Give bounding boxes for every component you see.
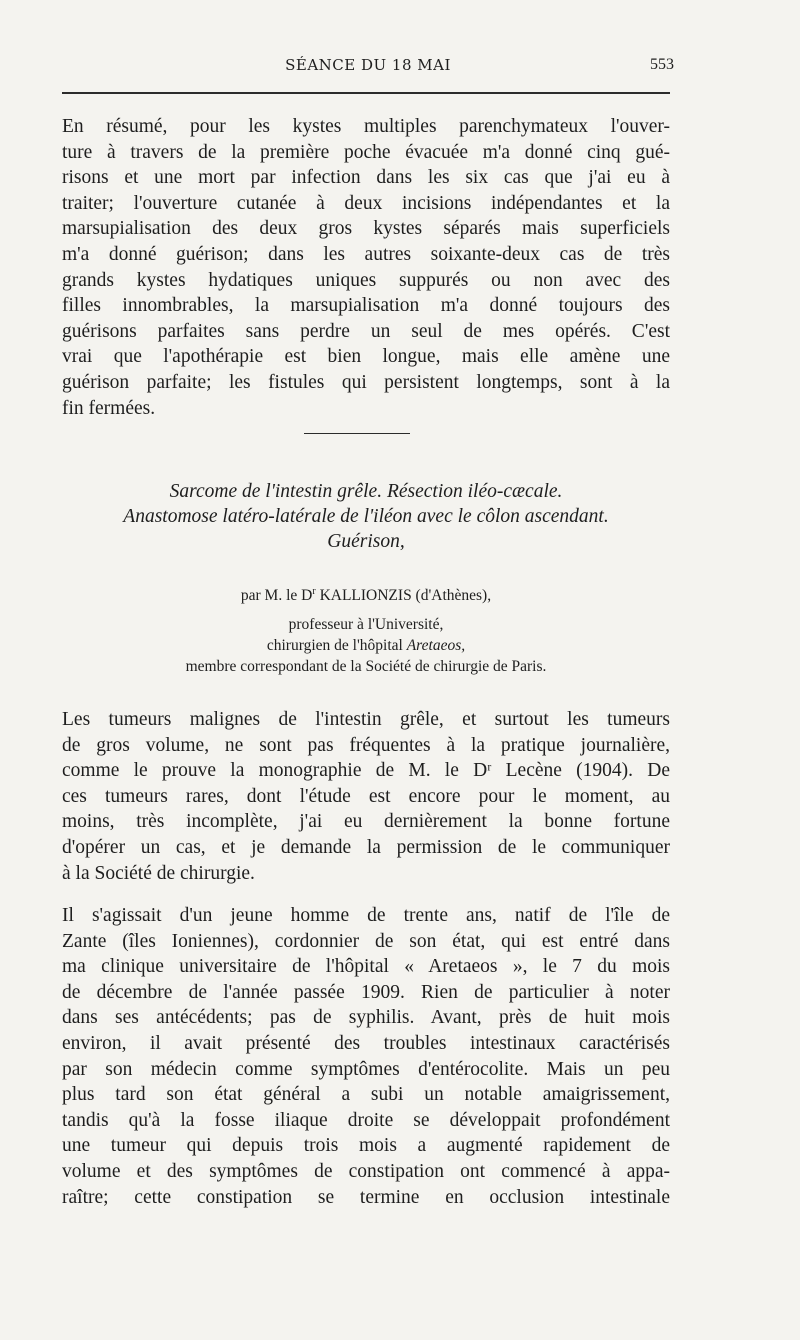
text-line: une tumeur qui depuis trois mois a augmenté rapidement de: [62, 1135, 670, 1157]
text-line: moins, très incomplète, j'ai eu dernièrement la bonne fortune: [62, 811, 670, 833]
paragraph-introduction: [62, 707, 670, 886]
text-line: tandis qu'à la fosse iliaque droite se développait profondément: [62, 1109, 670, 1131]
paragraph-case-history: [62, 903, 670, 1210]
paragraph-summary: [62, 114, 670, 421]
text-line: à la Société de chirurgie.: [62, 862, 255, 884]
text-line: plus tard son état général a subi un notable amaigrissement,: [62, 1084, 670, 1106]
text-line: fin fermées.: [62, 397, 156, 419]
text-line: volume et des symptômes de constipation ont commencé à appa-: [62, 1160, 670, 1182]
byline-name: KALLIONZIS (d'Athènes),: [315, 587, 492, 605]
running-title: SÉANCE DU 18 MAI: [285, 56, 451, 74]
text-line: guérison parfaite; les fistules qui persistent longtemps, sont à la: [62, 371, 670, 393]
byline-prefix: par M. le D: [240, 587, 313, 605]
text-line: raître; cette constipation se termine en occlusion intestinale: [62, 1186, 670, 1208]
surgeon-prefix: chirurgien de l'hôpital: [266, 637, 407, 655]
text-line: dans ses antécédents; pas de syphilis. Avant, près de huit mois: [62, 1007, 670, 1029]
text-line: vrai que l'apothérapie est bien longue, mais elle amène une: [62, 346, 670, 368]
author-byline: [62, 581, 670, 606]
text-line: guérisons parfaites sans perdre un seul de mes opérés. C'est: [62, 320, 670, 342]
author-title-member: membre correspondant de la Société de chirurgie de Paris.: [185, 658, 547, 676]
text-line: ture à travers de la première poche évacuée m'a donné cinq gué-: [62, 141, 670, 163]
text-line: de décembre de l'année passée 1909. Rien de particulier à noter: [62, 981, 670, 1003]
header-rule: [62, 92, 670, 94]
page-number: 553: [650, 56, 674, 73]
text-line: d'opérer un cas, et je demande la permission de le communiquer: [62, 836, 670, 858]
text-line: environ, il avait présenté des troubles intestinaux caractérisés: [62, 1032, 670, 1054]
text-line: ma clinique universitaire de l'hôpital « Aretaeos », le 7 du mois: [62, 956, 670, 978]
byline-sup: r: [312, 586, 316, 597]
text-line: Il s'agissait d'un jeune homme de trente ans, natif de l'île de: [62, 905, 670, 926]
text-line: grands kystes hydatiques uniques suppurés ou non avec des: [62, 269, 670, 291]
running-header: [62, 56, 674, 78]
article-title-line: Guérison,: [327, 531, 405, 552]
article-title-line: Anastomose latéro-latérale de l'iléon avec le côlon ascendant.: [123, 506, 609, 527]
text-line: risons et une mort par infection dans les six cas que j'ai eu à: [62, 167, 670, 189]
text-line: En résumé, pour les kystes multiples parenchymateux l'ouver-: [62, 116, 670, 137]
text-line: marsupialisation des deux gros kystes séparés mais superficiels: [62, 218, 670, 240]
text-line: par son médecin comme symptômes d'entérocolite. Mais un peu: [62, 1058, 670, 1080]
author-block: [62, 581, 670, 677]
author-title-surgeon: [62, 635, 670, 656]
article-title-line: Sarcome de l'intestin grêle. Résection iléo-cæcale.: [169, 481, 563, 502]
section-separator: [304, 433, 410, 434]
text-line: Les tumeurs malignes de l'intestin grêle, et surtout les tumeurs: [62, 709, 670, 730]
author-title-professor: professeur à l'Université,: [288, 616, 444, 634]
text-line: de gros volume, ne sont pas fréquentes à la pratique journalière,: [62, 734, 670, 756]
article-title: [62, 479, 670, 554]
text-line: ces tumeurs rares, dont l'étude est encore pour le moment, au: [62, 785, 670, 807]
text-line: comme le prouve la monographie de M. le Dʳ Lecène (1904). De: [62, 760, 670, 782]
text-line: traiter; l'ouverture cutanée à deux incisions indépendantes et la: [62, 192, 670, 214]
text-line: filles innombrables, la marsupialisation m'a donné toujours des: [62, 295, 670, 317]
text-line: Zante (îles Ioniennes), cordonnier de son état, qui est entré dans: [62, 930, 670, 952]
hospital-name: Aretaeos,: [406, 637, 466, 655]
text-line: m'a donné guérison; dans les autres soixante-deux cas de très: [62, 243, 670, 265]
